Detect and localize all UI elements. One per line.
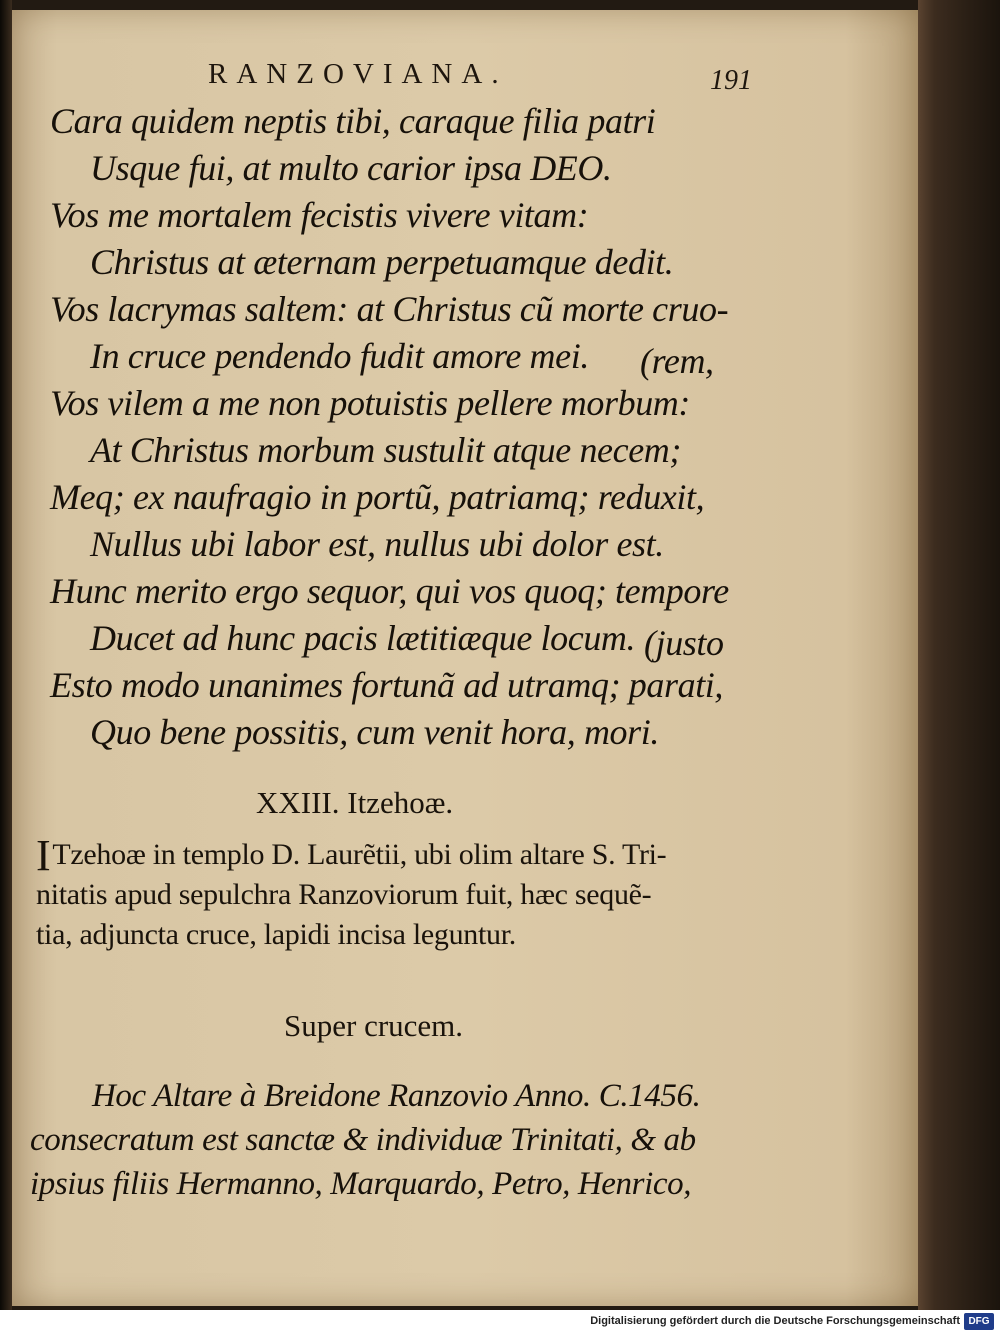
paragraph-line: tia, adjuncta cruce, lapidi incisa leguntur.	[36, 918, 516, 951]
poem-line: Meq; ex naufragio in portũ, patriamq; reduxit,	[50, 477, 705, 517]
page-number: 191	[710, 65, 752, 96]
book-page	[12, 10, 918, 1306]
paragraph-text: Tzehoæ in templo D. Laurẽtii, ubi olim altare S. Tri-	[52, 838, 667, 871]
footer-bar	[0, 1310, 1000, 1334]
paragraph-line	[36, 831, 667, 880]
book-left-edge	[0, 0, 12, 1310]
running-head: RANZOVIANA.	[208, 58, 508, 90]
inscription-line: Hoc Altare à Breidone Ranzovio Anno. C.1456.	[92, 1078, 701, 1114]
inscription-line: consecratum est sanctæ & individuæ Trinitati, & ab	[30, 1122, 696, 1158]
dfg-logo[interactable]: DFG	[964, 1313, 994, 1330]
poem-line: At Christus morbum sustulit atque necem;	[90, 430, 681, 470]
inscription-line: ipsius filiis Hermanno, Marquardo, Petro, Henrico,	[30, 1166, 692, 1202]
poem	[12, 10, 918, 752]
footer-credit: Digitalisierung gefördert durch die Deutsche Forschungsgemeinschaft	[590, 1315, 960, 1327]
poem-line: Christus at æternam perpetuamque dedit.	[90, 242, 674, 282]
poem-line: Usque fui, at multo carior ipsa DEO.	[90, 148, 612, 188]
poem-line: Ducet ad hunc pacis lætitiæque locum.	[90, 618, 636, 658]
poem-line: Vos vilem a me non potuistis pellere morbum:	[50, 383, 690, 423]
poem-line: Hunc merito ergo sequor, qui vos quoq; tempore	[50, 571, 729, 611]
poem-turnover: (justo	[644, 623, 724, 663]
poem-line: In cruce pendendo fudit amore mei.	[90, 336, 589, 376]
section-heading: XXIII. Itzehoæ.	[256, 785, 454, 820]
drop-cap: I	[36, 831, 51, 880]
poem-line: Vos me mortalem fecistis vivere vitam:	[50, 195, 589, 235]
scan-right-edge	[918, 0, 1000, 1310]
subheading: Super crucem.	[284, 1008, 464, 1043]
poem-line: Quo bene possitis, cum venit hora, mori.	[90, 712, 659, 752]
paragraph-line: nitatis apud sepulchra Ranzoviorum fuit, hæc sequẽ-	[36, 878, 652, 911]
poem-line: Esto modo unanimes fortunã ad utramq; parati,	[50, 665, 724, 705]
poem-line: Nullus ubi labor est, nullus ubi dolor est.	[90, 524, 664, 564]
poem-line: Vos lacrymas saltem: at Christus cũ morte cruo-	[50, 289, 729, 329]
poem-turnover: (rem,	[640, 341, 714, 381]
poem-line: Cara quidem neptis tibi, caraque filia patri	[50, 101, 656, 141]
